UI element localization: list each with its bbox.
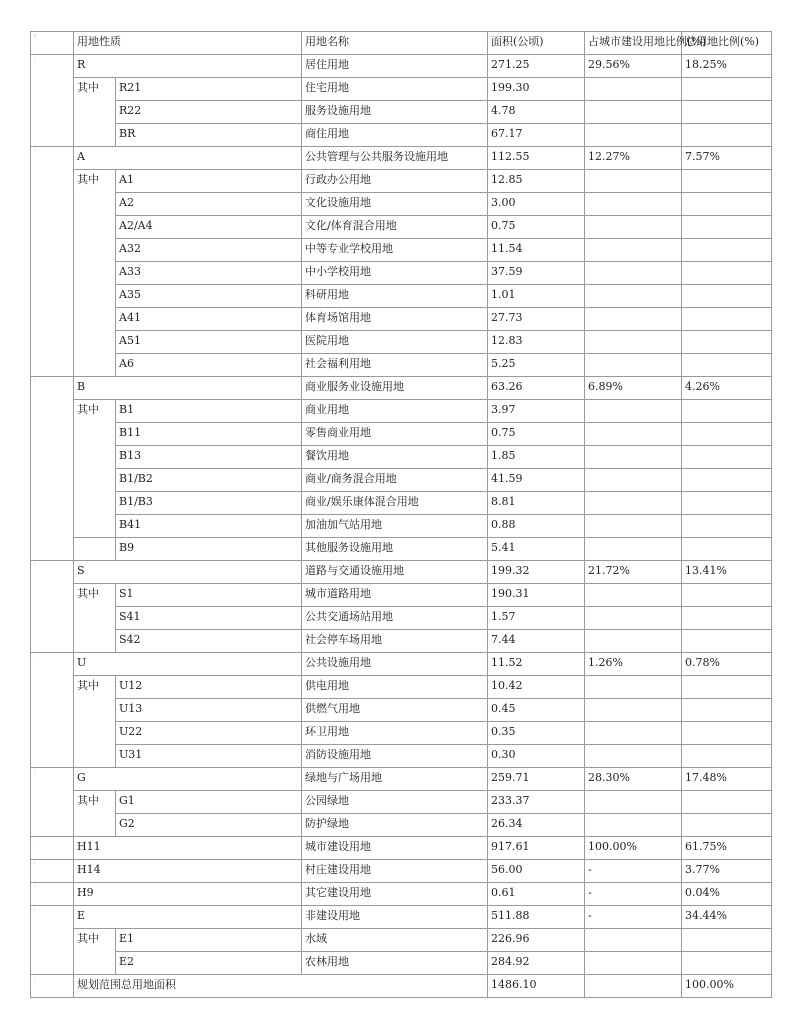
sub-ratio-city-empty (585, 699, 682, 722)
table-row (31, 699, 772, 722)
sub-area: 5.41 (488, 538, 585, 561)
table-row (31, 492, 772, 515)
table-row (31, 147, 772, 170)
sub-ratio-city-empty (585, 400, 682, 423)
table-row (31, 676, 772, 699)
category-name: 城市建设用地 (302, 837, 488, 860)
table-row (31, 78, 772, 101)
land-use-table (30, 31, 772, 998)
table-row (31, 791, 772, 814)
sub-area: 67.17 (488, 124, 585, 147)
table-row (31, 423, 772, 446)
sub-area: 0.75 (488, 423, 585, 446)
sub-area: 26.34 (488, 814, 585, 837)
sub-area: 226.96 (488, 929, 585, 952)
sub-ratio-city-empty (585, 791, 682, 814)
category-ratio-total: 0.78% (682, 653, 772, 676)
sub-ratio-total-empty (682, 262, 772, 285)
header-ratio-city: 占城市建设用地比例(%) (585, 32, 682, 55)
table-row (31, 722, 772, 745)
table-row (31, 515, 772, 538)
category-name: 公共管理与公共服务设施用地 (302, 147, 488, 170)
table-row (31, 216, 772, 239)
sub-ratio-total-empty (682, 423, 772, 446)
sub-ratio-total-empty (682, 216, 772, 239)
table-row (31, 55, 772, 78)
sub-ratio-total-empty (682, 354, 772, 377)
sub-ratio-city-empty (585, 745, 682, 768)
category-code: R (74, 55, 302, 78)
sub-ratio-city-empty (585, 929, 682, 952)
sub-name: 农林用地 (302, 952, 488, 975)
header-ratio-total: 总用地比例(%) (682, 32, 772, 55)
sub-area: 1.01 (488, 285, 585, 308)
table-row (31, 607, 772, 630)
sub-name: 公园绿地 (302, 791, 488, 814)
sub-area: 199.30 (488, 78, 585, 101)
sub-code: B13 (116, 446, 302, 469)
sub-ratio-city-empty (585, 515, 682, 538)
category-ratio-city: 28.30% (585, 768, 682, 791)
table-row (31, 906, 772, 929)
sub-name: 社会停车场用地 (302, 630, 488, 653)
total-ratio-total: 100.00% (682, 975, 772, 998)
header-row (31, 32, 772, 55)
sub-name: 文化/体育混合用地 (302, 216, 488, 239)
category-ratio-city: - (585, 906, 682, 929)
sub-code: U12 (116, 676, 302, 699)
sub-name: 商业/商务混合用地 (302, 469, 488, 492)
sub-ratio-city-empty (585, 239, 682, 262)
sub-code: A41 (116, 308, 302, 331)
category-ratio-total: 4.26% (682, 377, 772, 400)
category-ratio-total: 13.41% (682, 561, 772, 584)
sub-ratio-city-empty (585, 285, 682, 308)
sub-ratio-city-empty (585, 722, 682, 745)
sub-ratio-total-empty (682, 607, 772, 630)
table-row (31, 837, 772, 860)
table-row (31, 239, 772, 262)
category-area: 11.52 (488, 653, 585, 676)
category-ratio-total: 7.57% (682, 147, 772, 170)
category-ratio-city: - (585, 860, 682, 883)
sub-ratio-total-empty (682, 791, 772, 814)
table-row (31, 354, 772, 377)
sub-ratio-total-empty (682, 446, 772, 469)
sub-code: S42 (116, 630, 302, 653)
sub-ratio-city-empty (585, 354, 682, 377)
category-ratio-total: 18.25% (682, 55, 772, 78)
sub-area: 11.54 (488, 239, 585, 262)
sub-ratio-total-empty (682, 239, 772, 262)
sub-name: 中小学校用地 (302, 262, 488, 285)
sub-code: B1/B3 (116, 492, 302, 515)
category-ratio-city: 100.00% (585, 837, 682, 860)
sub-area: 41.59 (488, 469, 585, 492)
sub-code: E2 (116, 952, 302, 975)
category-name: 绿地与广场用地 (302, 768, 488, 791)
row-mark: ' (31, 975, 74, 998)
sub-ratio-total-empty (682, 929, 772, 952)
category-area: 0.61 (488, 883, 585, 906)
sub-code: A51 (116, 331, 302, 354)
row-mark: ' (31, 906, 74, 975)
category-code: B (74, 377, 302, 400)
sub-area: 0.75 (488, 216, 585, 239)
sub-code: A2/A4 (116, 216, 302, 239)
sub-ratio-total-empty (682, 722, 772, 745)
category-code: G (74, 768, 302, 791)
sub-label: 其中 (74, 584, 116, 653)
total-label: 规划范围总用地面积 (74, 975, 488, 998)
sub-ratio-total-empty (682, 584, 772, 607)
sub-ratio-total-empty (682, 193, 772, 216)
sub-ratio-total-empty (682, 308, 772, 331)
table-row (31, 262, 772, 285)
category-name: 居住用地 (302, 55, 488, 78)
sub-code: U31 (116, 745, 302, 768)
category-code: H14 (74, 860, 302, 883)
sub-ratio-city-empty (585, 101, 682, 124)
sub-area: 0.88 (488, 515, 585, 538)
table-row (31, 285, 772, 308)
sub-ratio-city-empty (585, 423, 682, 446)
total-area: 1486.10 (488, 975, 585, 998)
category-area: 56.00 (488, 860, 585, 883)
total-row (31, 975, 772, 998)
sub-ratio-city-empty (585, 676, 682, 699)
table-row (31, 860, 772, 883)
table-row (31, 952, 772, 975)
sub-name: 环卫用地 (302, 722, 488, 745)
sub-ratio-total-empty (682, 952, 772, 975)
category-code: H11 (74, 837, 302, 860)
sub-area: 0.45 (488, 699, 585, 722)
table-row (31, 814, 772, 837)
row-mark: ' (31, 561, 74, 653)
sub-ratio-city-empty (585, 331, 682, 354)
sub-code: R21 (116, 78, 302, 101)
sub-name: 消防设施用地 (302, 745, 488, 768)
category-area: 511.88 (488, 906, 585, 929)
table-row (31, 101, 772, 124)
sub-label-empty (74, 538, 116, 561)
sub-ratio-city-empty (585, 630, 682, 653)
sub-area: 37.59 (488, 262, 585, 285)
row-mark: ' (31, 768, 74, 837)
category-name: 非建设用地 (302, 906, 488, 929)
sub-ratio-city-empty (585, 446, 682, 469)
sub-ratio-city-empty (585, 78, 682, 101)
sub-area: 1.85 (488, 446, 585, 469)
sub-ratio-city-empty (585, 584, 682, 607)
sub-ratio-total-empty (682, 78, 772, 101)
row-mark: ' (31, 883, 74, 906)
sub-name: 行政办公用地 (302, 170, 488, 193)
sub-code: B1 (116, 400, 302, 423)
sub-name: 其他服务设施用地 (302, 538, 488, 561)
category-name: 商业服务业设施用地 (302, 377, 488, 400)
sub-code: G2 (116, 814, 302, 837)
category-code: U (74, 653, 302, 676)
sub-name: 零售商业用地 (302, 423, 488, 446)
sub-name: 供燃气用地 (302, 699, 488, 722)
sub-ratio-city-empty (585, 262, 682, 285)
header-land-name: 用地名称 (302, 32, 488, 55)
sub-code: A2 (116, 193, 302, 216)
sub-name: 商业用地 (302, 400, 488, 423)
sub-ratio-total-empty (682, 699, 772, 722)
sub-label: 其中 (74, 400, 116, 538)
sub-name: 水域 (302, 929, 488, 952)
sub-ratio-total-empty (682, 538, 772, 561)
table-row (31, 400, 772, 423)
sub-name: 供电用地 (302, 676, 488, 699)
category-name: 其它建设用地 (302, 883, 488, 906)
sub-area: 27.73 (488, 308, 585, 331)
table-row (31, 193, 772, 216)
sub-ratio-city-empty (585, 308, 682, 331)
category-area: 63.26 (488, 377, 585, 400)
category-area: 271.25 (488, 55, 585, 78)
sub-area: 4.78 (488, 101, 585, 124)
row-mark: ' (31, 860, 74, 883)
sub-ratio-city-empty (585, 538, 682, 561)
sub-area: 233.37 (488, 791, 585, 814)
sub-name: 医院用地 (302, 331, 488, 354)
sub-label: 其中 (74, 78, 116, 147)
table-row (31, 561, 772, 584)
row-mark: ' (31, 55, 74, 147)
sub-code: R22 (116, 101, 302, 124)
sub-label: 其中 (74, 791, 116, 837)
sub-ratio-city-empty (585, 492, 682, 515)
sub-name: 住宅用地 (302, 78, 488, 101)
sub-ratio-total-empty (682, 515, 772, 538)
sub-name: 加油加气站用地 (302, 515, 488, 538)
table-row (31, 124, 772, 147)
category-code: E (74, 906, 302, 929)
sub-name: 公共交通场站用地 (302, 607, 488, 630)
corner-mark: ⁰ (31, 32, 74, 55)
header-area: 面积(公顷) (488, 32, 585, 55)
sub-area: 12.83 (488, 331, 585, 354)
sub-ratio-total-empty (682, 814, 772, 837)
sub-ratio-city-empty (585, 124, 682, 147)
sub-name: 文化设施用地 (302, 193, 488, 216)
sub-code: G1 (116, 791, 302, 814)
table-row (31, 883, 772, 906)
sub-code: BR (116, 124, 302, 147)
sub-ratio-total-empty (682, 101, 772, 124)
table-row (31, 745, 772, 768)
category-ratio-city: 6.89% (585, 377, 682, 400)
sub-ratio-city-empty (585, 469, 682, 492)
total-ratio-city-empty (585, 975, 682, 998)
category-name: 公共设施用地 (302, 653, 488, 676)
sub-ratio-total-empty (682, 331, 772, 354)
sub-code: A6 (116, 354, 302, 377)
row-mark: ' (31, 377, 74, 561)
sub-area: 284.92 (488, 952, 585, 975)
table-row (31, 331, 772, 354)
sub-area: 3.97 (488, 400, 585, 423)
sub-code: B9 (116, 538, 302, 561)
sub-ratio-city-empty (585, 170, 682, 193)
sub-area: 10.42 (488, 676, 585, 699)
sub-area: 7.44 (488, 630, 585, 653)
sub-ratio-total-empty (682, 124, 772, 147)
sub-name: 中等专业学校用地 (302, 239, 488, 262)
category-ratio-city: 29.56% (585, 55, 682, 78)
sub-ratio-city-empty (585, 952, 682, 975)
sub-code: B11 (116, 423, 302, 446)
sub-ratio-total-empty (682, 492, 772, 515)
sub-name: 餐饮用地 (302, 446, 488, 469)
category-ratio-city: - (585, 883, 682, 906)
category-ratio-city: 1.26% (585, 653, 682, 676)
sub-code: U22 (116, 722, 302, 745)
table-row (31, 768, 772, 791)
sub-name: 城市道路用地 (302, 584, 488, 607)
sub-label: 其中 (74, 170, 116, 377)
table-row (31, 630, 772, 653)
sub-name: 商业/娱乐康体混合用地 (302, 492, 488, 515)
sub-code: A33 (116, 262, 302, 285)
sub-code: S1 (116, 584, 302, 607)
sub-code: A35 (116, 285, 302, 308)
table-row (31, 653, 772, 676)
category-name: 村庄建设用地 (302, 860, 488, 883)
sub-ratio-total-empty (682, 400, 772, 423)
category-ratio-city: 21.72% (585, 561, 682, 584)
category-name: 道路与交通设施用地 (302, 561, 488, 584)
table-row (31, 469, 772, 492)
sub-name: 防护绿地 (302, 814, 488, 837)
category-area: 112.55 (488, 147, 585, 170)
category-ratio-total: 0.04% (682, 883, 772, 906)
table-row (31, 446, 772, 469)
header-land-nature: 用地性质 (74, 32, 302, 55)
sub-label: 其中 (74, 676, 116, 768)
sub-name: 社会福利用地 (302, 354, 488, 377)
table-row (31, 929, 772, 952)
sub-code: B1/B2 (116, 469, 302, 492)
category-code: A (74, 147, 302, 170)
sub-ratio-total-empty (682, 745, 772, 768)
sub-code: S41 (116, 607, 302, 630)
sub-ratio-city-empty (585, 193, 682, 216)
sub-code: U13 (116, 699, 302, 722)
row-mark: ' (31, 837, 74, 860)
sub-name: 体育场馆用地 (302, 308, 488, 331)
sub-ratio-city-empty (585, 607, 682, 630)
category-code: H9 (74, 883, 302, 906)
sub-area: 12.85 (488, 170, 585, 193)
table-row (31, 308, 772, 331)
sub-ratio-total-empty (682, 630, 772, 653)
sub-ratio-city-empty (585, 216, 682, 239)
category-ratio-total: 3.77% (682, 860, 772, 883)
category-code: S (74, 561, 302, 584)
sub-code: B41 (116, 515, 302, 538)
category-area: 259.71 (488, 768, 585, 791)
sub-code: E1 (116, 929, 302, 952)
category-ratio-city: 12.27% (585, 147, 682, 170)
sub-ratio-total-empty (682, 469, 772, 492)
sub-area: 190.31 (488, 584, 585, 607)
sub-ratio-total-empty (682, 285, 772, 308)
row-mark: ' (31, 653, 74, 768)
table-row (31, 584, 772, 607)
sub-area: 5.25 (488, 354, 585, 377)
sub-name: 服务设施用地 (302, 101, 488, 124)
sub-ratio-total-empty (682, 676, 772, 699)
category-ratio-total: 34.44% (682, 906, 772, 929)
sub-name: 科研用地 (302, 285, 488, 308)
sub-label: 其中 (74, 929, 116, 975)
sub-area: 0.35 (488, 722, 585, 745)
sub-area: 8.81 (488, 492, 585, 515)
sub-area: 0.30 (488, 745, 585, 768)
table-row (31, 377, 772, 400)
category-ratio-total: 17.48% (682, 768, 772, 791)
row-mark: ' (31, 147, 74, 377)
sub-area: 3.00 (488, 193, 585, 216)
category-ratio-total: 61.75% (682, 837, 772, 860)
table-row (31, 170, 772, 193)
sub-ratio-total-empty (682, 170, 772, 193)
table-row (31, 538, 772, 561)
sub-ratio-city-empty (585, 814, 682, 837)
sub-area: 1.57 (488, 607, 585, 630)
category-area: 917.61 (488, 837, 585, 860)
sub-name: 商住用地 (302, 124, 488, 147)
category-area: 199.32 (488, 561, 585, 584)
sub-code: A1 (116, 170, 302, 193)
sub-code: A32 (116, 239, 302, 262)
